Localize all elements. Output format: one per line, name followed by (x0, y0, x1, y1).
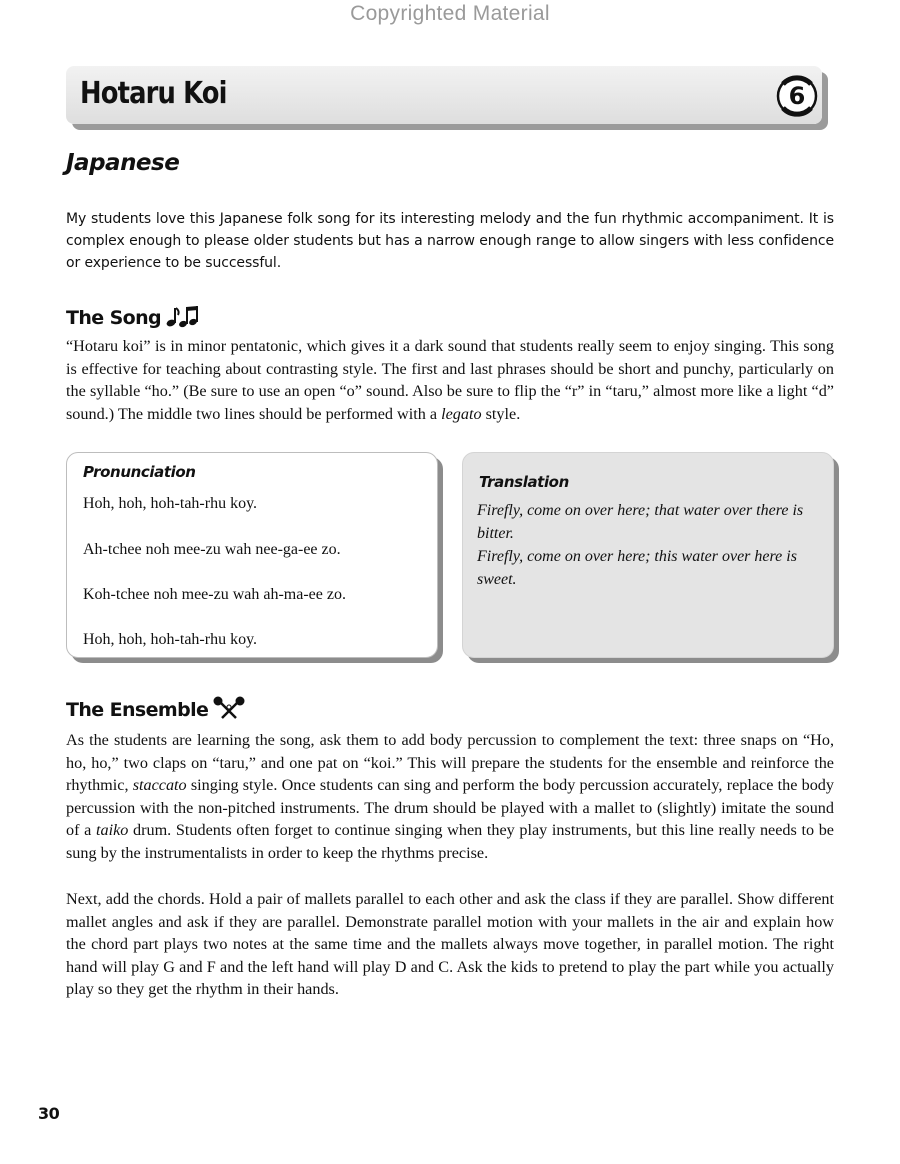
translation-title: Translation (479, 473, 569, 491)
watermark: Copyrighted Material (350, 2, 550, 25)
intro-paragraph: My students love this Japanese folk song for its interesting melody and the fun rhythmic accompaniment. It is complex enough to please older students but has a narrow enough range to allow singers with less confidence or experience to be successful. (66, 211, 834, 271)
pronunciation-line: Ah-tchee noh mee-zu wah nee-ga-ee zo. (83, 541, 341, 558)
pronunciation-title: Pronunciation (83, 463, 196, 481)
song-section-heading (66, 304, 199, 333)
translation-line: Firefly, come on over here; this water over here is sweet. (477, 548, 797, 588)
title-bar (66, 66, 822, 124)
page-title: Hotaru Koi (80, 76, 227, 111)
page-number: 30 (38, 1104, 60, 1123)
ensemble-paragraph-1 (66, 729, 834, 865)
ensemble-text-1: As the students are learning the song, ask them to add body percussion to complement the text: three snaps on “Ho, ho, ho,” two claps on “taru,” and one pat on “koi.” This will prepare the students for the ensemble and reinforce the rhythmic, (66, 731, 834, 795)
ensemble-text-2: singing style. Once students can sing and perform the body percussion accurately, replace the body percussion with the non-pitched instruments. The drum should be played with a mallet to (slightly) imitate the sound of a (66, 776, 834, 840)
song-paragraph (66, 335, 834, 425)
mallets-icon (212, 696, 246, 725)
pronunciation-line: Hoh, hoh, hoh-tah-rhu koy. (83, 495, 258, 512)
song-text-2: style. (481, 404, 521, 423)
ensemble-paragraph-2: Next, add the chords. Hold a pair of mallets parallel to each other and ask the class if they are parallel. Show different mallet angles and ask if they are parallel. Demonstrate parallel motion with your mallets in the air and explain how the chord part plays two notes at the same time and the mallets always move together, in parallel motion. The right hand will play G and F and the left hand will play D and C. Ask the kids to pretend to play the part while you actually play so they get the rhythm in their hands. (66, 890, 834, 999)
ensemble-italic-1: staccato (132, 776, 187, 795)
music-notes-icon (165, 304, 199, 333)
language-subtitle: Japanese (66, 150, 180, 176)
cd-track-badge (776, 75, 818, 117)
pronunciation-line: Koh-tchee noh mee-zu wah ah-ma-ee zo. (83, 586, 346, 603)
song-heading-text: The Song (66, 307, 162, 329)
ensemble-text-3: drum. Students often forget to continue singing when they play instruments, but this line really needs to be sung by the instrumentalists in order to keep the rhythms precise. (66, 821, 834, 862)
track-number: 6 (788, 82, 806, 110)
translation-text (477, 499, 807, 591)
ensemble-heading-text: The Ensemble (66, 699, 209, 721)
ensemble-section-heading (66, 696, 246, 725)
ensemble-italic-2: taiko (95, 821, 129, 840)
pronunciation-line: Hoh, hoh, hoh-tah-rhu koy. (83, 631, 258, 648)
translation-line: Firefly, come on over here; that water over there is bitter. (477, 502, 804, 542)
song-text-italic: legato (441, 404, 482, 423)
pronunciation-box (66, 452, 438, 658)
song-text-1: “Hotaru koi” is in minor pentatonic, which gives it a dark sound that students really seem to enjoy singing. This song is effective for teaching about contrasting style. The first and last phrases should be short and punchy, particularly on the syllable “ho.” (Be sure to use an open “o” sound. Also be sure to flip the “r” in “taru,” almost more like a light “d” sound.) The middle two lines should be performed with a (66, 337, 834, 423)
translation-box (462, 452, 834, 658)
